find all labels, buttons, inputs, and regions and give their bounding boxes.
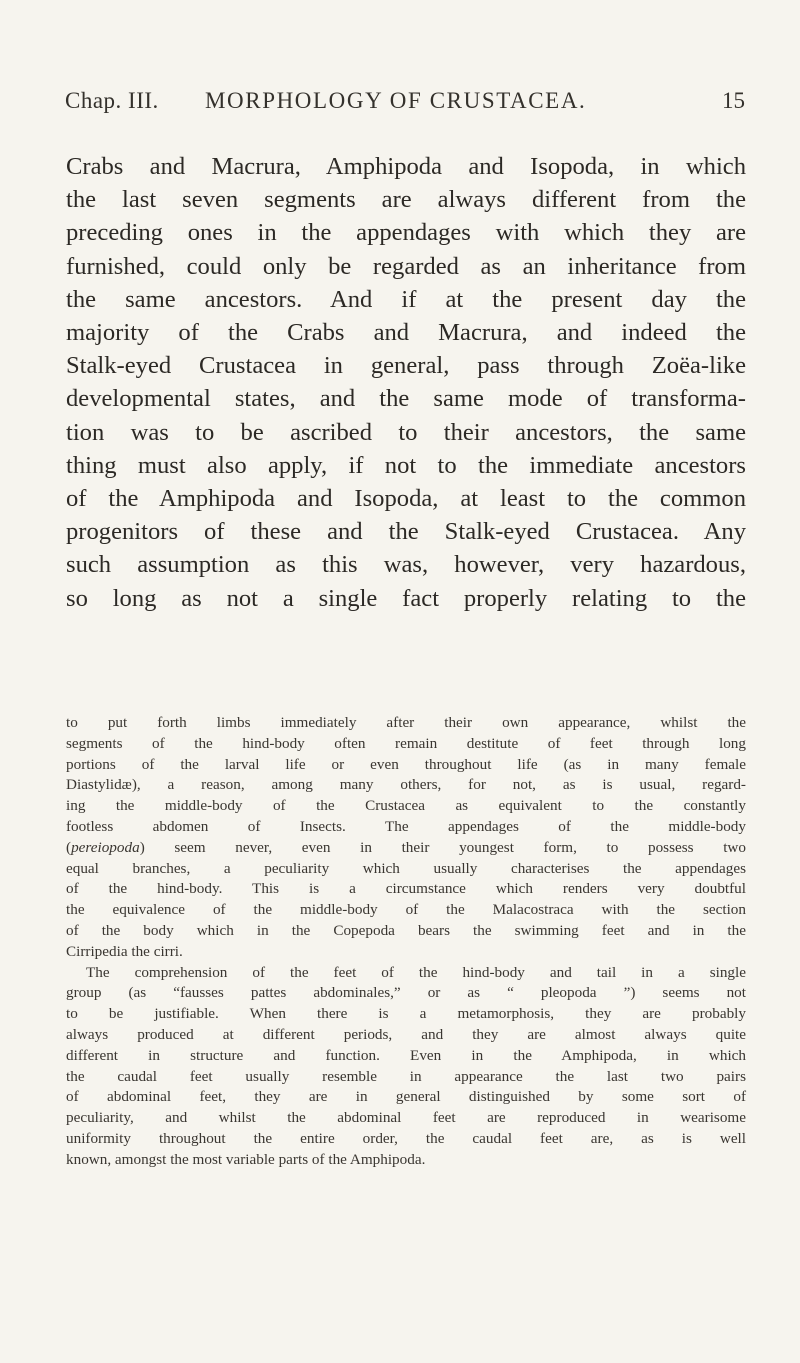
note-line-italic-start: (pereiopoda) seem never, even in their youngest form, to possess two — [66, 838, 746, 856]
note-line: to put forth limbs immediately after their own appearance, whilst the — [66, 714, 746, 731]
note-line: the equivalence of the middle-body of the Malacostraca with the section — [66, 901, 746, 919]
note-line: footless abdomen of Insects. The appendages of the middle-body — [66, 817, 746, 835]
body-line: the same ancestors. And if at the present day the — [66, 285, 746, 313]
main-paragraph — [66, 150, 746, 615]
page-number: 15 — [722, 88, 745, 113]
note-line: ing the middle-body of the Crustacea as equivalent to the constantly — [66, 797, 746, 815]
body-line: Stalk-eyed Crustacea in general, pass through Zoëa-like — [66, 352, 746, 380]
body-line: the last seven segments are always different from the — [66, 186, 746, 214]
note-line: the caudal feet usually resemble in appearance the last two pairs — [66, 1067, 746, 1085]
body-line: preceding ones in the appendages with which they are — [66, 219, 746, 247]
page-title: MORPHOLOGY OF CRUSTACEA. — [205, 88, 587, 113]
body-line: developmental states, and the same mode of transforma- — [66, 385, 746, 413]
running-header — [65, 88, 745, 128]
body-line: thing must also apply, if not to the immediate ancestors — [66, 451, 746, 479]
note-line: always produced at different periods, and they are almost always quite — [66, 1025, 746, 1043]
note-line: of the hind-body. This is a circumstance which renders very doubtful — [66, 880, 746, 898]
note-line: known, amongst the most variable parts of the Amphipoda. — [66, 1150, 426, 1168]
note-line: of abdominal feet, they are in general distinguished by some sort of — [66, 1088, 746, 1106]
note-line: Diastylidæ), a reason, among many others, for not, as is usual, regard- — [66, 776, 746, 794]
note-line: to be justifiable. When there is a metamorphosis, they are probably — [66, 1005, 746, 1023]
body-line: such assumption as this was, however, very hazardous, — [66, 551, 746, 579]
note-line: Cirripedia the cirri. — [66, 942, 183, 960]
note-line: peculiarity, and whilst the abdominal feet are reproduced in wearisome — [66, 1109, 746, 1127]
body-line: Crabs and Macrura, Amphipoda and Isopoda, in which — [66, 153, 746, 180]
note-line: uniformity throughout the entire order, the caudal feet are, as is well — [66, 1129, 746, 1147]
note-line: of the body which in the Copepoda bears the swimming feet and in the — [66, 921, 746, 939]
body-line: of the Amphipoda and Isopoda, at least to the common — [66, 485, 746, 513]
note-line: different in structure and function. Even in the Amphipoda, in which — [66, 1046, 746, 1064]
note-line: segments of the hind-body often remain destitute of feet through long — [66, 734, 746, 752]
body-line: progenitors of these and the Stalk-eyed Crustacea. Any — [66, 518, 746, 546]
note-line: The comprehension of the feet of the hind-body and tail in a single — [86, 963, 746, 981]
note-line: portions of the larval life or even throughout life (as in many female — [66, 755, 746, 773]
footnote-block — [66, 713, 746, 1171]
body-line: furnished, could only be regarded as an inheritance from — [66, 252, 746, 280]
note-line: equal branches, a peculiarity which usually characterises the appendages — [66, 859, 746, 877]
body-line: so long as not a single fact properly relating to the — [66, 584, 746, 612]
body-line: tion was to be ascribed to their ancestors, the same — [66, 418, 746, 446]
chapter-label: Chap. III. — [65, 88, 159, 113]
body-line: majority of the Crabs and Macrura, and indeed the — [66, 319, 746, 347]
note-line: group (as “fausses pattes abdominales,” or as “ pleopoda ”) seems not — [66, 984, 746, 1002]
